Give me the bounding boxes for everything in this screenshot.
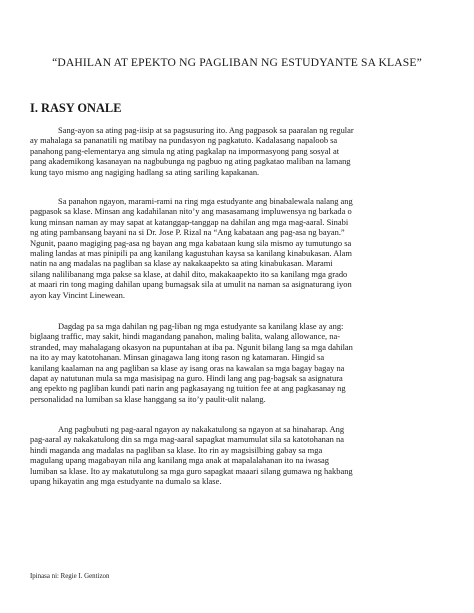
paragraph-line: biglaang traffic, may sakit, hindi magandang panahon, maling balita, walang allowance, na-	[30, 331, 341, 342]
paragraph-line: at maari rin tong maging dahilan upang bumagsak sila at umulit na naman sa asignaturang iyon	[30, 279, 352, 290]
paragraph-line: Ngunit, paano magiging pag-asa ng bayan ang mga kabataan kung sila mismo ay tumutungo sa	[30, 237, 352, 248]
author-footer: Ipinasa ni: Regie I. Gentizon	[30, 573, 110, 580]
paragraph-line: Sa panahon ngayon, marami-rami na ring mga estudyante ang binabalewala nalang ang	[58, 196, 353, 206]
paragraph-1	[30, 125, 444, 177]
paragraph-line: pang akademikong kasanayan na nagbubunga ng pagbuo ng ating pagkatao maliban na lamang	[30, 156, 351, 167]
paragraph-2	[30, 196, 444, 300]
paragraph-line: kanilang kaalaman na ang pagliban sa klase ay isang oras na kawalan sa mga bagay bagay na	[30, 362, 345, 373]
paragraph-line: Sang-ayon sa ating pag-iisip at sa pagsusuring ito. Ang pagpasok sa paaralan ng regular	[58, 125, 354, 135]
paragraph-line: kung minsan naman ay may sapat at katanggap-tanggap na dahilan ang mga mag-aaral. Sinabi	[30, 216, 349, 227]
paragraph-line: kung tayo mismo ang nagiging hadlang sa ating sariling kapakanan.	[30, 166, 260, 177]
section-heading: I. RASY ONALE	[30, 101, 122, 115]
paragraph-line: hindi maganda ang madalas na pagliban sa klase. Ito rin ay magsisilbing gabay sa mga	[30, 444, 323, 455]
paragraph-line: ang epekto ng pagliban kundi pati narin ang pagkasayang ng tuition fee at ang pagkasanay ng	[30, 383, 346, 394]
paragraph-line: maling landas at mas pinipili pa ang kanilang kagustuhan kaysa sa kanilang kinabukasan. Alam	[30, 248, 352, 259]
paragraph-line: stranded, may mahalagang okasyon na pupuntahan at iba pa. Ngunit bilang lang sa mga dahilan	[30, 341, 353, 352]
document-title: “DAHILAN AT EPEKTO NG PAGLIBAN NG ESTUDYANTE SA KLASE”	[52, 56, 422, 69]
paragraph-line: natin na ang madalas na pagliban sa klase ay nakakaapekto sa ating kinabukasan. Marami	[30, 258, 333, 269]
paragraph-3	[30, 321, 444, 404]
paragraph-line: ng ating pambansang bayani na si Dr. Jose P. Rizal na “Ang kabataan ang pag-asa ng bayan.”	[30, 227, 345, 238]
paragraph-line: upang hikayatin ang mga estudyante na dumalo sa klase.	[30, 476, 222, 487]
paragraph-line: Dagdag pa sa mga dahilan ng pag-liban ng mga estudyante sa kanilang klase ay ang:	[58, 321, 344, 331]
paragraph-line: ay mahalaga sa pananatili ng matibay na pundasyon ng pagkatuto. Kadalasang napaloob sa	[30, 135, 338, 146]
paragraph-line: ayon kay Vincint Linewean.	[30, 289, 125, 300]
paragraph-line: panahong pang-elementarya ang simula ng ating pagkalap na impormasyong pang sosyal at	[30, 145, 340, 156]
paragraph-line: pag-aaral ay nakakatulong din sa mga mag-aaral sapagkat mamumulat sila sa katotohanan na	[30, 434, 344, 445]
paragraph-line: dapat ay natutunan mula sa mga masisipag na guro. Hindi lang ang pag-bagsak sa asignatura	[30, 373, 343, 384]
paragraph-line: silang nalilibanang mga pakse sa klase, at dahil dito, makakaapekto ito sa kanilang mga grado	[30, 268, 348, 279]
paragraph-4	[30, 424, 444, 486]
paragraph-line: lumiban sa klase. Ito ay makatutulong sa mga guro sapagkat maaari silang gumawa ng hakbang	[30, 465, 353, 476]
paragraph-line: magulang upang magabayan nila ang kanilang mga anak at mapalalahanan ito na iwasag	[30, 455, 329, 466]
paragraph-line: personalidad na lumiban sa klase hanggang sa ito’y paulit-ulit nalang.	[30, 393, 266, 404]
paragraph-line: pagpasok sa klase. Minsan ang kadahilanan nito’y ang masasamang impluwensya ng barkada o	[30, 206, 352, 217]
paragraph-line: Ang pagbubuti ng pag-aaral ngayon ay nakakatulong sa ngayon at sa hinaharap. Ang	[58, 424, 345, 434]
paragraph-line: na ito ay may katotohanan. Minsan ginagawa lang itong rason ng katamaran. Hingid sa	[30, 352, 325, 363]
